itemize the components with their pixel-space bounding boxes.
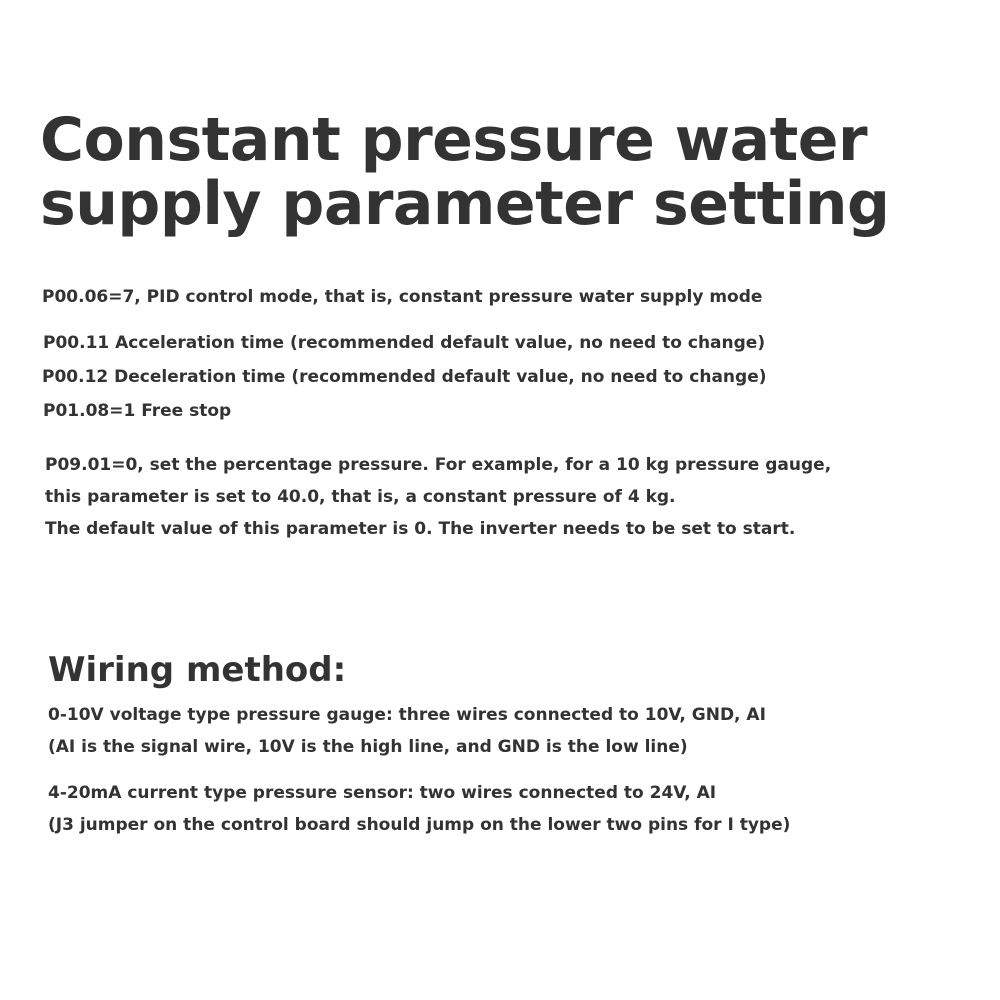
param-p00-11: P00.11 Acceleration time (recommended default value, no need to change) [43, 333, 766, 353]
page-title [40, 105, 990, 239]
wiring-current-line-1: 4-20mA current type pressure sensor: two wires connected to 24V, AI [48, 783, 717, 803]
param-p00-06: P00.06=7, PID control mode, that is, constant pressure water supply mode [42, 287, 763, 307]
wiring-current-line-2: (J3 jumper on the control board should jump on the lower two pins for I type) [48, 815, 791, 835]
param-p09-01-line-3: The default value of this parameter is 0. The inverter needs to be set to start. [45, 519, 796, 539]
param-p00-12: P00.12 Deceleration time (recommended default value, no need to change) [42, 367, 767, 387]
param-p01-08: P01.08=1 Free stop [43, 401, 232, 421]
wiring-heading: Wiring method: [48, 650, 347, 690]
param-p09-01-line-1: P09.01=0, set the percentage pressure. For example, for a 10 kg pressure gauge, [45, 455, 832, 475]
wiring-voltage-line-1: 0-10V voltage type pressure gauge: three wires connected to 10V, GND, AI [48, 705, 766, 725]
page-title-line-1: Constant pressure water [40, 105, 868, 175]
wiring-voltage-line-2: (AI is the signal wire, 10V is the high line, and GND is the low line) [48, 737, 688, 757]
page-title-line-2: supply parameter setting [40, 169, 890, 239]
param-p09-01-line-2: this parameter is set to 40.0, that is, a constant pressure of 4 kg. [45, 487, 676, 507]
